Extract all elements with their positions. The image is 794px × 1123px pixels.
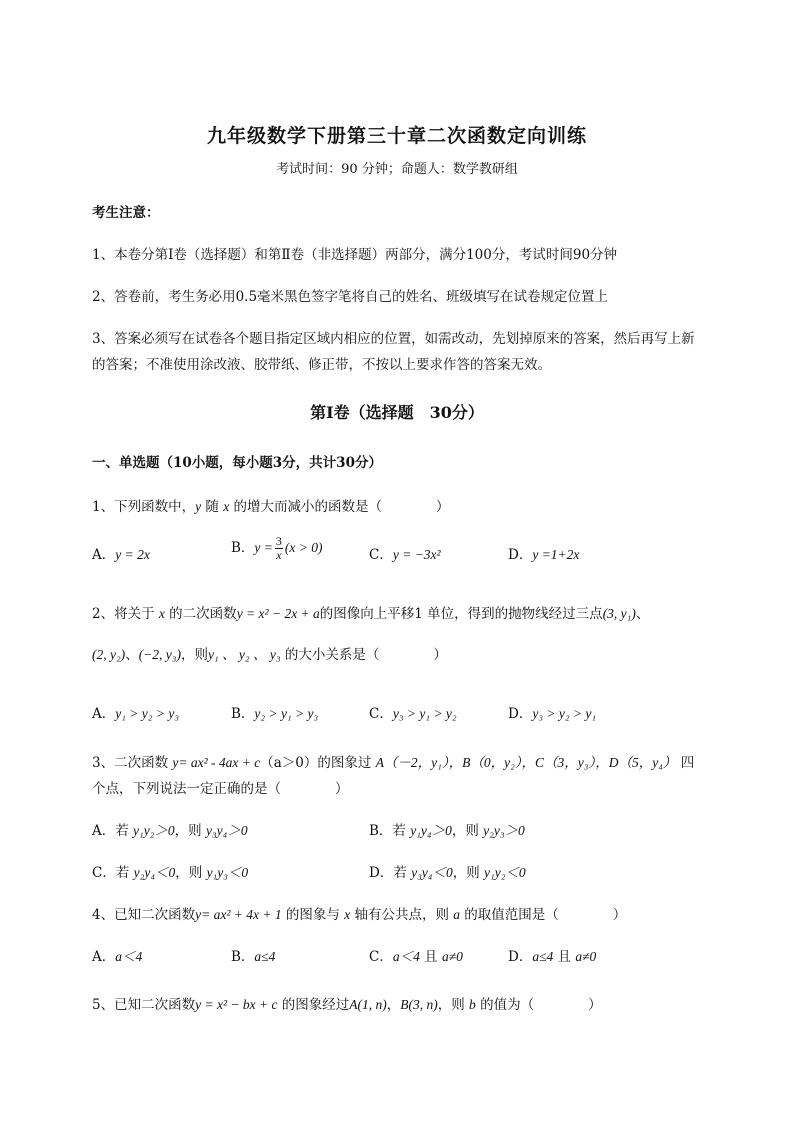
q2-x: x <box>158 606 165 621</box>
q2-option-d <box>508 702 596 722</box>
note-item-2: 2、答卷前，考生务必用0.5毫米黑色签字笔将自己的姓名、班级填写在试卷规定位置上 <box>92 289 609 305</box>
numerator: 3 <box>275 534 282 548</box>
option-text: 若 <box>392 823 411 839</box>
q3-option-a <box>92 819 248 839</box>
q4-option-b <box>231 945 275 965</box>
q1-y: y <box>195 499 202 514</box>
q2-point-2: (2, y₂) <box>92 647 126 662</box>
option-label: C． <box>92 865 116 881</box>
q3-post: 四 <box>676 755 695 771</box>
q4-pre: 4、已知二次函数 <box>92 907 196 923</box>
option-text: 且 <box>553 949 576 965</box>
q4-function: y= ax² + 4x + 1 <box>195 907 282 922</box>
q2-function: y = x² − 2x + a <box>236 606 320 621</box>
q5-post: 的值为（ ） <box>475 997 602 1013</box>
q3-function: y= ax² - 4ax + c <box>172 755 261 770</box>
question-2-line-2 <box>92 643 447 663</box>
option-math: y = 2x <box>115 547 150 562</box>
q2-point-1: (3, y₁) <box>602 606 636 621</box>
separator: 、 <box>125 647 139 663</box>
q2-option-b <box>231 702 318 722</box>
separator: 、 <box>635 606 650 622</box>
option-condition: (x > 0) <box>284 540 323 555</box>
option-text: 若 <box>115 865 134 881</box>
option-math: y₁y₄＞0 <box>410 823 452 838</box>
option-text: 若 <box>115 823 134 839</box>
q3-pre: 3、二次函数 <box>92 755 173 771</box>
q5-pre: 5、已知二次函数 <box>92 997 196 1013</box>
question-3-line-2: 个点，下列说法一定正确的是（ ） <box>92 781 349 797</box>
option-text: 且 <box>419 949 442 965</box>
option-math: y₁y₃＜0 <box>206 865 249 880</box>
q1-mid: 随 <box>201 499 224 515</box>
option-label: B． <box>231 706 255 722</box>
option-text: ，则 <box>174 823 206 839</box>
option-label: D． <box>508 706 533 722</box>
section-title: 第I卷（选择题 30分） <box>310 403 484 422</box>
option-label: C． <box>369 706 393 722</box>
option-math: y =1+2x <box>532 547 580 562</box>
denominator: x <box>276 548 282 562</box>
option-text: ，则 <box>175 865 207 881</box>
fraction <box>275 535 283 562</box>
question-1 <box>92 495 449 515</box>
option-label: B． <box>231 949 255 965</box>
option-label: C． <box>369 949 393 965</box>
option-math: a≠0 <box>441 949 463 964</box>
option-label: C． <box>369 547 393 563</box>
option-label: B． <box>369 823 393 839</box>
part-heading: 一、单选题（10小题，每小题3分，共计30分） <box>92 455 382 471</box>
q3-option-d <box>369 861 526 881</box>
q2-mid: 的二次函数 <box>164 606 237 622</box>
option-math: y₃y₄＞0 <box>205 823 248 838</box>
option-math: a≠0 <box>575 949 597 964</box>
option-math: y₁y₂＞0 <box>133 823 175 838</box>
q2-post: 的图像向上平移1 单位，得到的抛物线经过三点 <box>319 606 603 622</box>
q4-a: a <box>453 907 461 922</box>
q5-point-a: A(1, n) <box>349 997 387 1012</box>
option-math: y₂ > y₁ > y₃ <box>254 706 319 721</box>
q3-option-c <box>92 861 248 881</box>
option-math: a＜4 <box>115 949 143 964</box>
option-math: y₃ > y₁ > y₂ <box>392 706 457 721</box>
q4-option-a <box>92 945 142 965</box>
notes-heading: 考生注意： <box>92 205 160 221</box>
q4-mid: 的图象与 <box>281 907 345 923</box>
option-math: y₂y₄＜0 <box>133 865 176 880</box>
q1-option-b <box>231 535 323 562</box>
option-math: y₁ > y₂ > y₃ <box>115 706 180 721</box>
option-label: D． <box>369 865 394 881</box>
note-item-3-cont: 的答案；不准使用涂改液、胶带纸、修正带，不按以上要求作答的答案无效。 <box>92 357 551 373</box>
option-label: B． <box>231 540 255 556</box>
option-label: A． <box>92 823 116 839</box>
q1-pre: 1、下列函数中， <box>92 499 196 515</box>
option-math: a≤4 <box>532 949 554 964</box>
note-item-1: 1、本卷分第I卷（选择题）和第Ⅱ卷（非选择题）两部分，满分100分，考试时间90分钟 <box>92 247 618 263</box>
q3-option-b <box>369 819 525 839</box>
q3-points: A（－2，y₁），B（0，y₂），C（3，y₃），D（5，y₄） <box>375 755 677 770</box>
question-2 <box>92 602 649 622</box>
option-text: ，则 <box>452 865 485 881</box>
q1-option-d <box>508 543 579 563</box>
option-math: a＜4 <box>392 949 420 964</box>
q2-mid-2: ，则 <box>180 647 208 663</box>
q1-x: x <box>223 499 230 514</box>
option-math: y₃y₄＜0 <box>411 865 453 880</box>
q2-post-2: 的大小关系是（ ） <box>280 647 447 663</box>
option-label: A． <box>92 547 116 563</box>
q2-option-a <box>92 702 179 722</box>
option-math: y₃ > y₂ > y₁ <box>532 706 597 721</box>
q5-mid: 的图象经过 <box>277 997 350 1013</box>
q4-option-c <box>369 945 463 965</box>
q5-point-b: B(3, n) <box>400 997 438 1012</box>
q4-option-d <box>508 945 596 965</box>
option-label: A． <box>92 706 116 722</box>
q4-post: 的取值范围是（ ） <box>460 907 627 923</box>
question-4 <box>92 903 626 923</box>
note-item-3: 3、答案必须写在试卷各个题目指定区域内相应的位置，如需改动，先划掉原来的答案，然后再写上新 <box>92 331 695 347</box>
page-title: 九年级数学下册第三十章二次函数定向训练 <box>206 125 587 147</box>
option-math: y = <box>254 540 273 555</box>
option-label: A． <box>92 949 116 965</box>
option-math: y₁y₂＜0 <box>484 865 526 880</box>
option-text: 若 <box>393 865 412 881</box>
q1-option-a <box>92 543 150 563</box>
q2-pre: 2、将关于 <box>92 606 159 622</box>
q3-condition: （a＞0）的图象过 <box>260 755 376 771</box>
question-5 <box>92 993 602 1013</box>
q5-b: b <box>469 997 476 1012</box>
separator: ， <box>386 997 401 1013</box>
q1-post: 的增大而减小的函数是（ ） <box>229 499 450 515</box>
option-math: y = −3x² <box>392 547 441 562</box>
option-math: y₂y₃＞0 <box>483 823 525 838</box>
q5-function: y = x² − bx + c <box>195 997 278 1012</box>
q2-variables: y₁ 、 y₂ 、 y₃ <box>207 647 281 662</box>
q2-option-c <box>369 702 457 722</box>
option-label: D． <box>508 547 533 563</box>
q4-mid-2: 轴有公共点，则 <box>350 907 454 923</box>
q1-option-c <box>369 543 441 563</box>
option-text: ，则 <box>451 823 484 839</box>
q4-x: x <box>344 907 351 922</box>
option-math: a≤4 <box>254 949 276 964</box>
question-3 <box>92 751 694 771</box>
q5-mid-2: ，则 <box>437 997 470 1013</box>
q2-point-3: (−2, y₃) <box>138 647 181 662</box>
exam-info: 考试时间：90 分钟；命题人：数学教研组 <box>276 162 518 177</box>
option-label: D． <box>508 949 533 965</box>
